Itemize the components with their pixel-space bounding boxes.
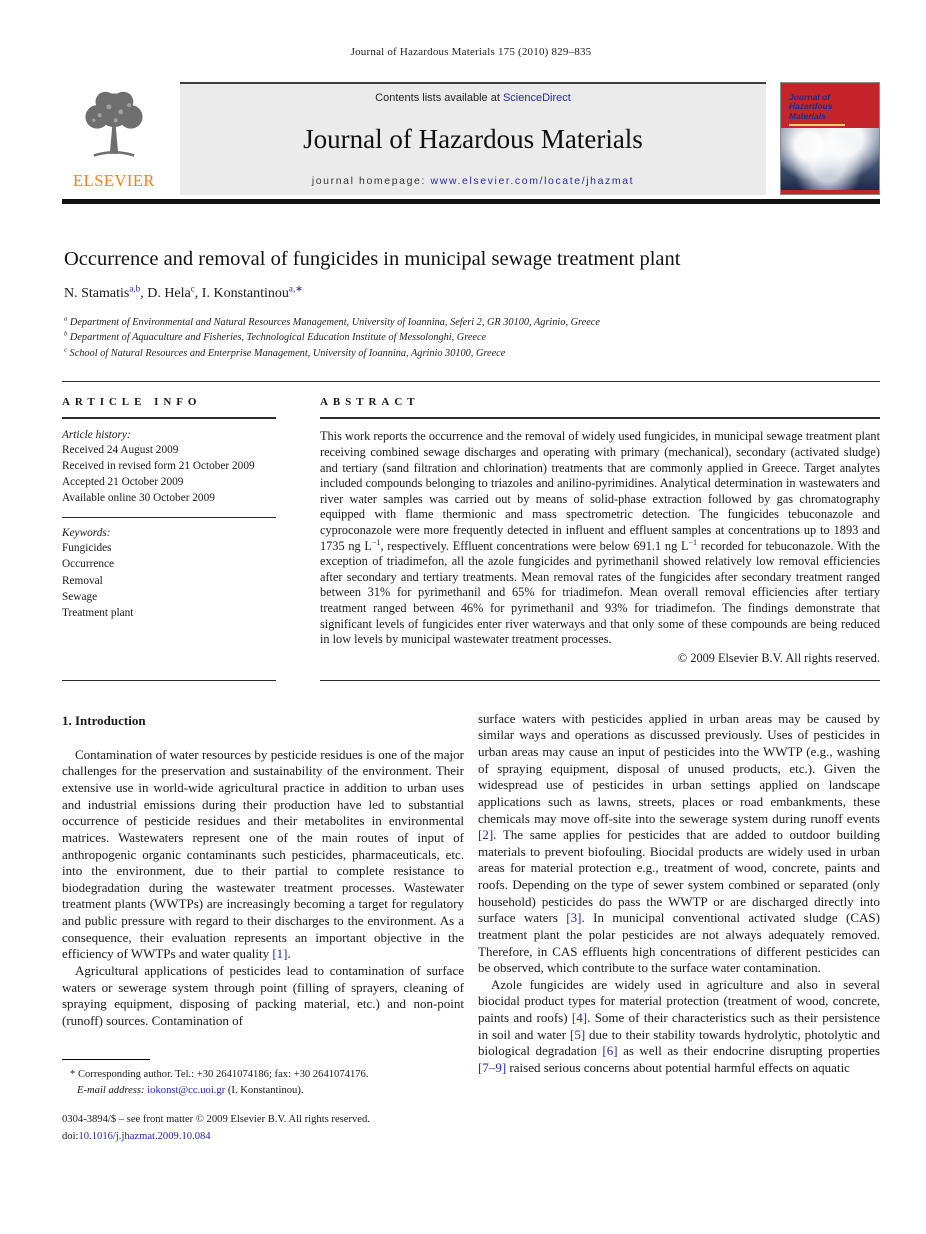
list-item: Accepted 21 October 2009 — [62, 476, 184, 489]
affiliation-a — [64, 315, 880, 330]
body-paragraph — [62, 963, 464, 1030]
affiliations — [64, 315, 880, 361]
text-segment: −1 — [371, 537, 381, 547]
text-segment: (I. Konstantinou). — [225, 1084, 304, 1096]
keywords-rule — [62, 517, 276, 518]
text-segment: recorded for tebuconazole. With the exception of triadimefon, all the azole fungicides and pyrimethanil showed relatively low removal efficiencies after secondary and tertiary treatments. Mean removal rates of the fungicides after secondary treatment ranged between 31% for pyrimethanil and 65% for triadimefon. Mean overall removal efficiencies after tertiary treatment ranged between 46% for pyrimethanil and 93% for triadimefon. The findings demonstrate that significant levels of fungicides enter river waterways and that only some of these compounds are being reduced in low levels by municipal wastewater treatment processes. — [320, 538, 880, 647]
list-item: Removal — [62, 574, 103, 587]
keywords-list — [62, 540, 276, 620]
author-affiliation-ref[interactable]: a,∗ — [288, 283, 303, 294]
citation-ref-link[interactable]: [6] — [602, 1043, 618, 1059]
journal-title: Journal of Hazardous Materials — [303, 124, 643, 154]
text-segment: . The same applies for pesticides that are added to outdoor building materials to prevent biofouling. Biocidal products are widely used in urban areas for material protection e.g., treatment of wood, concrete, paints and roofs. Depending on the type of sewer system combined or separated (only household) pesticides do pass the WWTP or are discharged directly into surface waters — [478, 827, 880, 926]
text-segment: b — [64, 331, 68, 339]
contents-lists-line — [180, 92, 766, 104]
author-line — [64, 283, 880, 302]
text-segment: journal homepage: — [311, 175, 431, 187]
journal-cover-thumbnail — [780, 82, 880, 195]
doi-line — [62, 1129, 464, 1144]
author-affiliation-ref[interactable]: a,b — [129, 283, 141, 294]
cover-subtitle-rule — [789, 124, 845, 126]
sciencedirect-link[interactable]: ScienceDirect — [502, 92, 571, 104]
text-segment: Department of Aquaculture and Fisheries, Technological Education Institute of Messolonghi, Greece — [67, 332, 487, 344]
doi-link[interactable]: 10.1016/j.jhazmat.2009.10.084 — [78, 1130, 211, 1142]
citation-ref-link[interactable]: [2] — [478, 827, 494, 843]
body-paragraph — [478, 977, 880, 1077]
email-note — [62, 1083, 464, 1098]
heading-rule — [62, 417, 276, 419]
elsevier-logo — [62, 82, 166, 195]
article-info-heading: ARTICLE INFO — [62, 396, 202, 409]
text-segment: , respectively. Effluent concentrations were below 691.1 ng L — [380, 538, 689, 553]
masthead-banner — [180, 82, 766, 195]
article-title: Occurrence and removal of fungicides in municipal sewage treatment plant — [64, 248, 681, 270]
text-segment: Azole fungicides are widely used in agriculture and also in several biocidal product types for material protection (treatment of wood, concrete, paints and roofs) — [478, 976, 880, 1026]
text-segment: Contents lists available at — [375, 92, 503, 104]
footnote-block — [62, 1059, 464, 1143]
text-segment: c — [64, 346, 67, 354]
affiliation-c — [64, 346, 880, 361]
citation-ref-link[interactable]: [3] — [566, 910, 582, 926]
text-segment: N. Stamatis — [64, 286, 130, 301]
text-segment: . Some of their characteristics such as their persistence in soil and water — [478, 1010, 880, 1042]
text-segment: , I. Konstantinou — [194, 286, 289, 301]
text-segment: . In municipal conventional activated sludge (CAS) treatment plant the polar pesticides are not always adequately removed. Therefore, in CAS effluents high concentrations of different pesticides can be observed, which contribute to the surface water contamination. — [478, 910, 880, 976]
corresponding-author-note — [62, 1067, 464, 1082]
cover-photo — [781, 128, 879, 190]
text-segment: This work reports the occurrence and the removal of widely used fungicides, in municipal sewage treatment plant receiving combined sewage discharges and operating with primary (mechanical), secondary (activated sludge) and tertiary (sand filtration and chlorination) treatments that are commonly applied in Greece. Target analytes included compounds belonging to triazoles and anilino-pyrimidines. Analytical determination in wastewaters and river water samples was carried out by means of solid-phase extraction followed by gas chromatography equipped with flame thermionic and mass spectrometric detection. The fungicides tebuconazole and cyproconazole were more frequently detected in influent and effluent samples at concentrations up to 1893 and 1735 ng L — [320, 429, 880, 553]
text-segment: , D. Hela — [140, 286, 191, 301]
abstract-heading: ABSTRACT — [320, 396, 420, 409]
masthead-divider-bar — [62, 199, 880, 204]
introduction-heading: 1. Introduction — [62, 712, 146, 728]
article-history-list — [62, 442, 276, 506]
issn-copyright-line: 0304-3894/$ – see front matter © 2009 Elsevier B.V. All rights reserved. — [62, 1114, 370, 1126]
body-right-column — [478, 711, 880, 1144]
text-segment: * Corresponding author. Tel.: +30 2641074186; fax: +30 2641074176. — [70, 1069, 369, 1081]
text-segment: E-mail address: — [77, 1084, 145, 1096]
cover-title: Journal of Hazardous Materials — [789, 92, 833, 121]
citation-ref-link[interactable]: [5] — [569, 1026, 586, 1042]
article-history-label: Article history: — [62, 429, 131, 442]
list-item: Treatment plant — [62, 606, 134, 619]
section-divider — [62, 381, 880, 382]
text-segment: surface waters with pesticides applied in urban areas may be caused by similar ways and operations as discussed previously. Uses of pesticides in urban areas may cause an input of pesticides into the WWTP (e.g., washing of spraying equipment, disposal of unused products, etc.). Given the widespread use of pesticides in urban settings applied on landscape applications such as lawns, streets, places or road embankments, these chemicals may move off-site into the sewerage system during runoff events — [478, 710, 880, 826]
list-item: Available online 30 October 2009 — [62, 492, 215, 505]
homepage-link[interactable]: www.elsevier.com/locate/jhazmat — [430, 175, 635, 187]
text-segment: −1 — [688, 537, 697, 547]
text-segment: Department of Environmental and Natural Resources Management, University of Ioannina, Seferi 2, GR 30100, Agrinio, Greece — [67, 317, 600, 328]
list-item: Received in revised form 21 October 2009 — [62, 460, 255, 473]
elsevier-wordmark: ELSEVIER — [73, 171, 155, 190]
text-segment: as well as their endocrine disrupting properties — [617, 1043, 880, 1059]
info-abstract-block — [62, 394, 880, 681]
list-item: Sewage — [62, 590, 98, 603]
abstract-column — [320, 394, 880, 681]
citation-ref-link[interactable]: [4] — [571, 1010, 588, 1026]
journal-masthead — [62, 82, 880, 195]
text-segment: . — [287, 946, 291, 962]
abstract-text — [320, 429, 880, 648]
text-segment: raised serious concerns about potential harmful effects on aquatic — [506, 1059, 850, 1075]
elsevier-tree-icon — [72, 84, 156, 170]
journal-homepage-line — [180, 175, 766, 187]
text-segment: a — [64, 315, 68, 323]
copyright-line: © 2009 Elsevier B.V. All rights reserved. — [677, 650, 880, 665]
text-segment: Agricultural applications of pesticides lead to contamination of surface waters or sewerage system through point (filling of sprayers, cleaning of spraying equipment, disposing of packing material, etc.) and non-point (runoff) sources. Contamination of — [62, 962, 464, 1028]
text-segment: School of Natural Resources and Enterprise Management, University of Ioannina, Agrinio 30100, Greece — [66, 347, 506, 359]
page-header-citation: Journal of Hazardous Materials 175 (2010) 829–835 — [350, 46, 592, 58]
affiliation-b — [64, 330, 880, 345]
article-body — [62, 711, 880, 1144]
text-segment: Contamination of water resources by pesticide residues is one of the major challenges for the preservation and sustainability of the environment. Their extensive use in world-wide agricultural practice in addition to urban uses and industrial emissions during their production have led to substantial occurrence of pesticide residues and their metabolites in environmental matrices. Wastewaters represent one of the main routes of input of anthropogenic organic contaminants such pesticides, pharmaceuticals, etc. into the environment, due to their partial to complete resistance to biodegradation during the wastewater treatment processes. Wastewater treatment plants (WWTPs) are increasingly becoming a target for regulatory and public pressure with regard to their discharges to the environment. As a consequence, their evaluation represents an important objective in the efficiency of WWTPs and water quality — [62, 746, 464, 962]
body-paragraph — [62, 747, 464, 963]
footnote-rule — [62, 1059, 150, 1060]
body-paragraph — [478, 711, 880, 977]
citation-ref-link[interactable]: [1] — [272, 946, 288, 962]
author-affiliation-ref[interactable]: c — [190, 283, 195, 294]
list-item: Fungicides — [62, 542, 112, 555]
list-item: Occurrence — [62, 558, 115, 571]
article-info-column — [62, 394, 276, 681]
list-item: Received 24 August 2009 — [62, 444, 179, 457]
keywords-label: Keywords: — [62, 527, 111, 540]
body-left-column — [62, 711, 464, 1144]
cover-bottom-strip — [781, 190, 879, 194]
text-segment: doi: — [62, 1130, 79, 1142]
citation-ref-link[interactable]: [7–9] — [478, 1059, 507, 1075]
email-link[interactable]: iokonst@cc.uoi.gr — [147, 1084, 226, 1096]
text-segment: due to their stability towards hydrolytic, photolytic and biological degradation — [478, 1026, 880, 1059]
heading-rule — [320, 417, 880, 419]
